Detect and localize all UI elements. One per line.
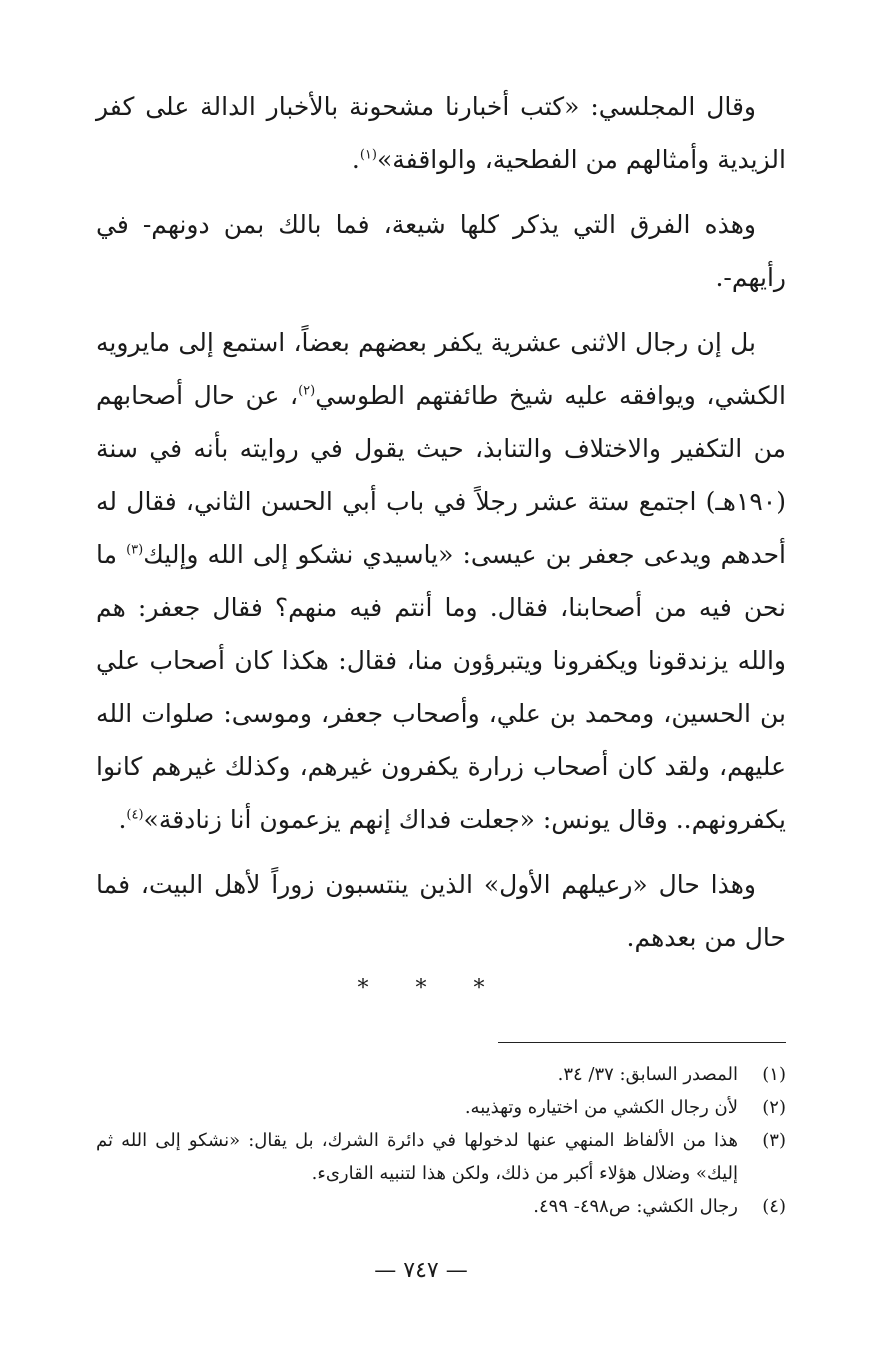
footnote-1 xyxy=(96,1058,786,1091)
footnote-ref-4: (٤) xyxy=(126,807,144,823)
footnote-number: (٢) xyxy=(762,1097,786,1118)
paragraph-2: وهذه الفرق التي يذكر كلها شيعة، فما بالك بمن دونهم- في رأيهم-. xyxy=(96,210,786,292)
section-separator: * * * xyxy=(357,976,505,1001)
footnote-text: لأن رجال الكشي من اختياره وتهذيبه. xyxy=(464,1097,738,1118)
footnote-2 xyxy=(96,1091,786,1124)
footnote-3 xyxy=(96,1124,786,1190)
footnote-number: (١) xyxy=(762,1064,786,1085)
paragraph-3: بل إن رجال الاثنى عشرية يكفر بعضهم بعضاً، استمع إلى مايرويه الكشي، ويوافقه عليه شيخ طائفتهم الطوسي$^{(٢)}$، عن حال أصحابهم من التكفير والاختلاف والتنابذ، حيث يقول في روايته بأنه في سنة (١٩٠هـ) اجتمع ستة عشر رجلاً في باب أبي الحسن الثاني، فقال له أحدهم ويدعى جعفر بن عيسى: «ياسيدي نشكو إلى الله وإليك$^{(٣)}$ ما نحن فيه من أصحابنا، فقال. وما أنتم فيه منهم؟ فقال جعفر: هم والله يزندقونا ويكفرونا ويتبرؤون منا، فقال: هكذا كان أصحاب علي بن الحسين، ومحمد بن علي، وأصحاب جعفر، وموسى: صلوات الله عليهم، ولقد كان أصحاب زرارة يكفرون غيرهم، وكذلك غيرهم كانوا يكفرونهم.. وقال يونس: «جعلت فداك إنهم يزعمون أنا زنادقة»$^{(٤)}$. xyxy=(96,328,787,834)
footnote-number: (٤) xyxy=(762,1196,786,1217)
paragraph-4: وهذا حال «رعيلهم الأول» الذين ينتسبون زوراً لأهل البيت، فما حال من بعدهم. xyxy=(96,870,786,952)
book-page xyxy=(96,80,786,1310)
footnote-text: رجال الكشي: ص٤٩٨- ٤٩٩. xyxy=(533,1196,738,1217)
footnote-rule xyxy=(498,1042,786,1043)
footnote-ref-3: (٣) xyxy=(126,542,144,558)
footnotes xyxy=(96,1058,786,1223)
footnote-text: هذا من الألفاظ المنهي عنها لدخولها في دائرة الشرك، بل يقال: «نشكو إلى الله ثم إليك» وضلال هؤلاء أكبر من ذلك، ولكن هذا لتنبيه القارىء. xyxy=(96,1130,738,1184)
footnote-text: المصدر السابق: ٣٧/ ٣٤. xyxy=(557,1064,738,1085)
footnote-ref-1: (١) xyxy=(359,147,377,163)
page-number: — ٧٤٧ — xyxy=(374,1258,468,1283)
main-text xyxy=(96,80,786,1001)
footnote-ref-2: (٢) xyxy=(298,383,316,399)
footnote-4 xyxy=(96,1190,786,1223)
footnote-number: (٣) xyxy=(762,1130,786,1151)
paragraph-1: وقال المجلسي: «كتب أخبارنا مشحونة بالأخبار الدالة على كفر الزيدية وأمثالهم من الفطحية، والواقفة»$^{(١)}$. xyxy=(96,92,786,174)
